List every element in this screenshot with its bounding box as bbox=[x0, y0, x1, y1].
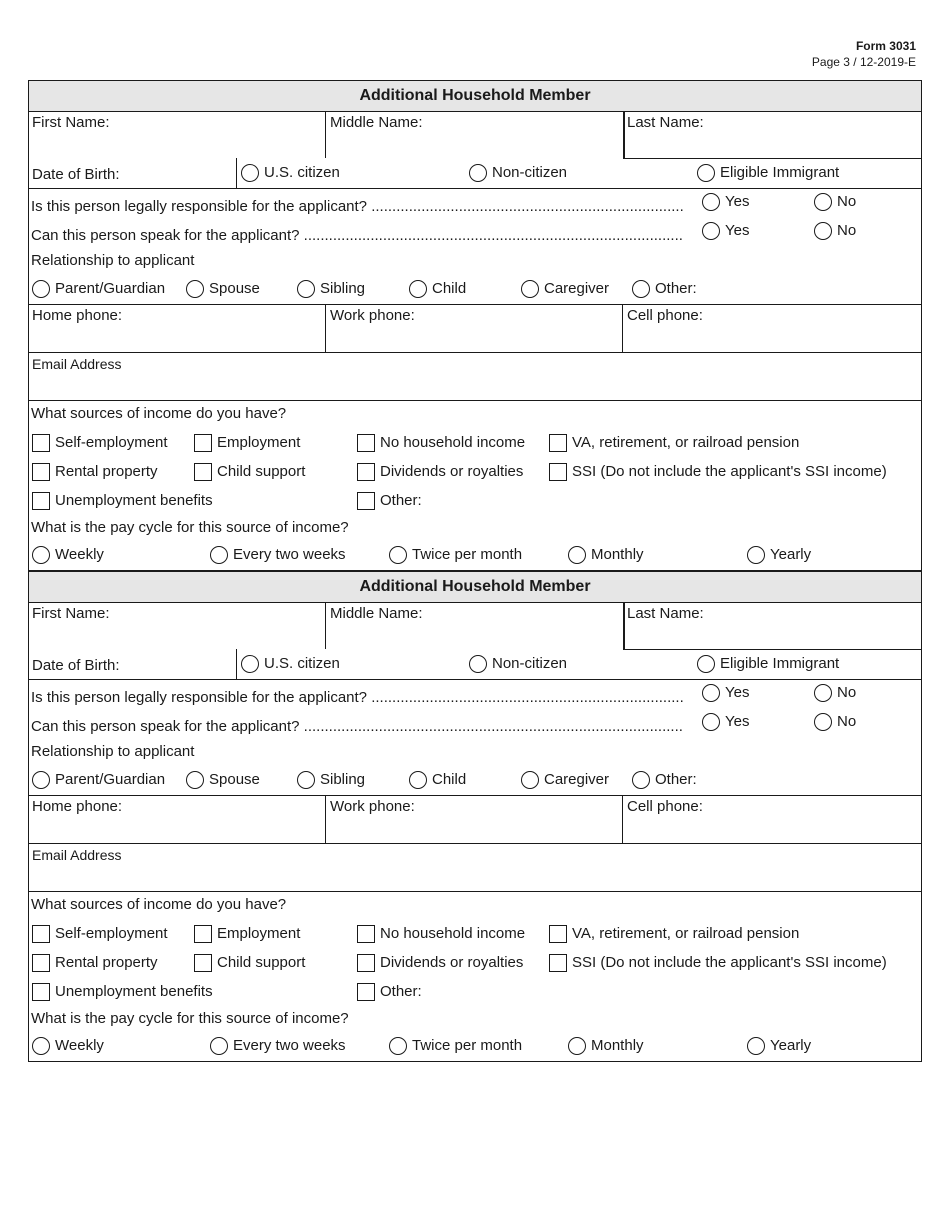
relationship-spouse[interactable] bbox=[186, 280, 260, 298]
first-name-label: First Name: bbox=[32, 605, 110, 622]
caregiver-label: Caregiver bbox=[544, 280, 610, 297]
other-income-label: Other: bbox=[380, 983, 422, 1000]
radio-icon[interactable] bbox=[469, 655, 487, 673]
checkbox-icon[interactable] bbox=[357, 492, 375, 510]
rule bbox=[921, 80, 922, 571]
unemployment-label: Unemployment benefits bbox=[55, 983, 213, 1000]
every-two-weeks-label: Every two weeks bbox=[233, 1037, 346, 1054]
no-label: No bbox=[837, 684, 857, 701]
relationship-other[interactable] bbox=[632, 280, 697, 298]
checkbox-icon[interactable] bbox=[549, 954, 567, 972]
rule bbox=[28, 891, 922, 892]
pay-cycle-every-two-weeks[interactable] bbox=[210, 1037, 346, 1055]
radio-icon[interactable] bbox=[32, 1037, 50, 1055]
rule bbox=[325, 795, 326, 843]
va-pension-label: VA, retirement, or railroad pension bbox=[572, 434, 800, 451]
yes-label: Yes bbox=[725, 193, 750, 210]
rental-property-label: Rental property bbox=[55, 463, 158, 480]
cell-phone-label: Cell phone: bbox=[627, 307, 703, 324]
household-member-section-1 bbox=[28, 80, 922, 571]
relationship-label: Relationship to applicant bbox=[31, 252, 195, 269]
checkbox-icon[interactable] bbox=[32, 463, 50, 481]
radio-icon[interactable] bbox=[702, 684, 720, 702]
page-info: Page 3 / 12-2019-E bbox=[811, 55, 916, 69]
relationship-label: Relationship to applicant bbox=[31, 743, 195, 760]
checkbox-icon[interactable] bbox=[194, 954, 212, 972]
rule bbox=[623, 158, 921, 159]
pay-cycle-twice-per-month[interactable] bbox=[389, 546, 522, 564]
caregiver-label: Caregiver bbox=[544, 771, 610, 788]
first-name-label: First Name: bbox=[32, 114, 110, 131]
radio-icon[interactable] bbox=[32, 280, 50, 298]
legally-responsible-no[interactable] bbox=[814, 193, 856, 211]
yes-label: Yes bbox=[725, 684, 750, 701]
sibling-label: Sibling bbox=[320, 771, 366, 788]
checkbox-icon[interactable] bbox=[32, 925, 50, 943]
radio-icon[interactable] bbox=[241, 164, 259, 182]
dividends-label: Dividends or royalties bbox=[380, 954, 524, 971]
us-citizen-label: U.S. citizen bbox=[264, 655, 340, 672]
checkbox-icon[interactable] bbox=[357, 983, 375, 1001]
income-ssi[interactable] bbox=[549, 463, 887, 481]
eligible-immigrant-option[interactable] bbox=[697, 655, 839, 673]
us-citizen-option[interactable] bbox=[241, 655, 340, 673]
form-header bbox=[812, 38, 916, 70]
speak-for-question: Can this person speak for the applicant? ..... bbox=[31, 718, 684, 736]
no-household-income-label: No household income bbox=[380, 434, 526, 451]
pay-cycle-every-two-weeks[interactable] bbox=[210, 546, 346, 564]
radio-icon[interactable] bbox=[32, 771, 50, 789]
home-phone-label: Home phone: bbox=[32, 307, 123, 324]
pay-cycle-twice-per-month[interactable] bbox=[389, 1037, 522, 1055]
us-citizen-label: U.S. citizen bbox=[264, 164, 340, 181]
rule bbox=[28, 795, 922, 796]
child-support-label: Child support bbox=[217, 463, 306, 480]
income-question: What sources of income do you have? bbox=[31, 405, 287, 422]
radio-icon[interactable] bbox=[389, 1037, 407, 1055]
other-relationship-label: Other: bbox=[655, 280, 697, 297]
weekly-label: Weekly bbox=[55, 546, 104, 563]
radio-icon[interactable] bbox=[747, 1037, 765, 1055]
no-household-income-label: No household income bbox=[380, 925, 526, 942]
radio-icon[interactable] bbox=[697, 164, 715, 182]
radio-icon[interactable] bbox=[568, 1037, 586, 1055]
relationship-sibling[interactable] bbox=[297, 280, 365, 298]
rule bbox=[325, 304, 326, 352]
rule bbox=[236, 158, 237, 188]
income-other[interactable] bbox=[357, 492, 422, 510]
middle-name-label: Middle Name: bbox=[330, 605, 423, 622]
legally-responsible-yes[interactable] bbox=[702, 193, 749, 211]
ssi-label: SSI (Do not include the applicant's SSI income) bbox=[572, 954, 887, 971]
twice-per-month-label: Twice per month bbox=[412, 546, 523, 563]
section-title: Additional Household Member bbox=[28, 80, 922, 111]
rule bbox=[28, 602, 922, 603]
non-citizen-option[interactable] bbox=[469, 655, 567, 673]
legally-responsible-question: Is this person legally responsible for the applicant? ..... bbox=[31, 198, 684, 216]
income-none[interactable] bbox=[357, 434, 525, 452]
checkbox-icon[interactable] bbox=[549, 463, 567, 481]
ssi-label: SSI (Do not include the applicant's SSI income) bbox=[572, 463, 887, 480]
legally-responsible-yes[interactable] bbox=[702, 684, 749, 702]
relationship-spouse[interactable] bbox=[186, 771, 260, 789]
section-title: Additional Household Member bbox=[28, 571, 922, 602]
employment-label: Employment bbox=[217, 434, 301, 451]
yearly-label: Yearly bbox=[770, 1037, 812, 1054]
radio-icon[interactable] bbox=[697, 655, 715, 673]
radio-icon[interactable] bbox=[814, 222, 832, 240]
radio-icon[interactable] bbox=[186, 280, 204, 298]
dob-label: Date of Birth: bbox=[32, 166, 120, 183]
radio-icon[interactable] bbox=[632, 771, 650, 789]
checkbox-icon[interactable] bbox=[549, 925, 567, 943]
income-self-employment[interactable] bbox=[32, 925, 168, 943]
rule bbox=[28, 304, 922, 305]
yes-label: Yes bbox=[725, 713, 750, 730]
radio-icon[interactable] bbox=[747, 546, 765, 564]
monthly-label: Monthly bbox=[591, 546, 644, 563]
rule bbox=[28, 571, 29, 1062]
radio-icon[interactable] bbox=[632, 280, 650, 298]
radio-icon[interactable] bbox=[521, 280, 539, 298]
yearly-label: Yearly bbox=[770, 546, 812, 563]
income-va-pension[interactable] bbox=[549, 925, 799, 943]
rule bbox=[28, 80, 922, 81]
relationship-caregiver[interactable] bbox=[521, 280, 609, 298]
pay-cycle-monthly[interactable] bbox=[568, 546, 644, 564]
household-member-section-2 bbox=[28, 571, 922, 1062]
middle-name-label: Middle Name: bbox=[330, 114, 423, 131]
speak-for-question: Can this person speak for the applicant? ..... bbox=[31, 227, 684, 245]
relationship-parent-guardian[interactable] bbox=[32, 280, 165, 298]
speak-for-no[interactable] bbox=[814, 222, 856, 240]
last-name-label: Last Name: bbox=[627, 114, 704, 131]
relationship-sibling[interactable] bbox=[297, 771, 365, 789]
cell-phone-label: Cell phone: bbox=[627, 798, 703, 815]
legally-responsible-question: Is this person legally responsible for the applicant? ..... bbox=[31, 689, 684, 707]
no-label: No bbox=[837, 193, 857, 210]
checkbox-icon[interactable] bbox=[32, 434, 50, 452]
child-label: Child bbox=[432, 771, 467, 788]
every-two-weeks-label: Every two weeks bbox=[233, 546, 346, 563]
no-label: No bbox=[837, 222, 857, 239]
income-unemployment[interactable] bbox=[32, 983, 213, 1001]
radio-icon[interactable] bbox=[409, 771, 427, 789]
relationship-child[interactable] bbox=[409, 771, 466, 789]
eligible-immigrant-label: Eligible Immigrant bbox=[720, 164, 840, 181]
spouse-label: Spouse bbox=[209, 771, 260, 788]
checkbox-icon[interactable] bbox=[194, 463, 212, 481]
radio-icon[interactable] bbox=[210, 1037, 228, 1055]
checkbox-icon[interactable] bbox=[357, 954, 375, 972]
non-citizen-option[interactable] bbox=[469, 164, 567, 182]
other-income-label: Other: bbox=[380, 492, 422, 509]
rule bbox=[28, 679, 922, 680]
pay-cycle-weekly[interactable] bbox=[32, 1037, 104, 1055]
income-self-employment[interactable] bbox=[32, 434, 168, 452]
radio-icon[interactable] bbox=[241, 655, 259, 673]
radio-icon[interactable] bbox=[814, 713, 832, 731]
income-question: What sources of income do you have? bbox=[31, 896, 287, 913]
pay-cycle-question: What is the pay cycle for this source of income? bbox=[31, 1010, 349, 1027]
non-citizen-label: Non-citizen bbox=[492, 655, 568, 672]
child-support-label: Child support bbox=[217, 954, 306, 971]
email-label: Email Address bbox=[32, 847, 122, 863]
weekly-label: Weekly bbox=[55, 1037, 104, 1054]
income-employment[interactable] bbox=[194, 434, 300, 452]
checkbox-icon[interactable] bbox=[32, 954, 50, 972]
checkbox-icon[interactable] bbox=[549, 434, 567, 452]
eligible-immigrant-option[interactable] bbox=[697, 164, 839, 182]
checkbox-icon[interactable] bbox=[32, 492, 50, 510]
pay-cycle-yearly[interactable] bbox=[747, 1037, 811, 1055]
email-label: Email Address bbox=[32, 356, 122, 372]
pay-cycle-question: What is the pay cycle for this source of income? bbox=[31, 519, 349, 536]
parent-guardian-label: Parent/Guardian bbox=[55, 280, 166, 297]
checkbox-icon[interactable] bbox=[357, 434, 375, 452]
radio-icon[interactable] bbox=[814, 684, 832, 702]
eligible-immigrant-label: Eligible Immigrant bbox=[720, 655, 840, 672]
speak-for-no[interactable] bbox=[814, 713, 856, 731]
rule bbox=[325, 111, 326, 158]
radio-icon[interactable] bbox=[186, 771, 204, 789]
radio-icon[interactable] bbox=[389, 546, 407, 564]
rule bbox=[921, 571, 922, 1062]
radio-icon[interactable] bbox=[702, 222, 720, 240]
rule bbox=[623, 111, 625, 158]
sibling-label: Sibling bbox=[320, 280, 366, 297]
radio-icon[interactable] bbox=[521, 771, 539, 789]
non-citizen-label: Non-citizen bbox=[492, 164, 568, 181]
rule bbox=[623, 649, 921, 650]
income-unemployment[interactable] bbox=[32, 492, 213, 510]
rule bbox=[28, 80, 29, 571]
relationship-caregiver[interactable] bbox=[521, 771, 609, 789]
checkbox-icon[interactable] bbox=[194, 925, 212, 943]
employment-label: Employment bbox=[217, 925, 301, 942]
self-employment-label: Self-employment bbox=[55, 925, 168, 942]
income-child-support[interactable] bbox=[194, 463, 305, 481]
rule bbox=[28, 571, 922, 572]
rule bbox=[28, 352, 922, 353]
checkbox-icon[interactable] bbox=[357, 463, 375, 481]
yes-label: Yes bbox=[725, 222, 750, 239]
radio-icon[interactable] bbox=[814, 193, 832, 211]
income-rental-property[interactable] bbox=[32, 954, 158, 972]
parent-guardian-label: Parent/Guardian bbox=[55, 771, 166, 788]
pay-cycle-monthly[interactable] bbox=[568, 1037, 644, 1055]
rule bbox=[325, 602, 326, 649]
radio-icon[interactable] bbox=[210, 546, 228, 564]
work-phone-label: Work phone: bbox=[330, 307, 415, 324]
form-number: Form 3031 bbox=[855, 39, 916, 53]
rule bbox=[623, 602, 625, 649]
no-label: No bbox=[837, 713, 857, 730]
child-label: Child bbox=[432, 280, 467, 297]
income-va-pension[interactable] bbox=[549, 434, 799, 452]
radio-icon[interactable] bbox=[568, 546, 586, 564]
rule bbox=[622, 304, 623, 352]
us-citizen-option[interactable] bbox=[241, 164, 340, 182]
legally-responsible-no[interactable] bbox=[814, 684, 856, 702]
income-other[interactable] bbox=[357, 983, 422, 1001]
income-dividends[interactable] bbox=[357, 954, 523, 972]
radio-icon[interactable] bbox=[297, 280, 315, 298]
work-phone-label: Work phone: bbox=[330, 798, 415, 815]
radio-icon[interactable] bbox=[297, 771, 315, 789]
radio-icon[interactable] bbox=[32, 546, 50, 564]
radio-icon[interactable] bbox=[702, 193, 720, 211]
twice-per-month-label: Twice per month bbox=[412, 1037, 523, 1054]
checkbox-icon[interactable] bbox=[32, 983, 50, 1001]
pay-cycle-weekly[interactable] bbox=[32, 546, 104, 564]
rule bbox=[622, 795, 623, 843]
speak-for-yes[interactable] bbox=[702, 713, 749, 731]
relationship-parent-guardian[interactable] bbox=[32, 771, 165, 789]
monthly-label: Monthly bbox=[591, 1037, 644, 1054]
rule bbox=[28, 400, 922, 401]
dob-label: Date of Birth: bbox=[32, 657, 120, 674]
radio-icon[interactable] bbox=[409, 280, 427, 298]
spouse-label: Spouse bbox=[209, 280, 260, 297]
pay-cycle-yearly[interactable] bbox=[747, 546, 811, 564]
income-none[interactable] bbox=[357, 925, 525, 943]
rule bbox=[28, 1061, 922, 1062]
income-rental-property[interactable] bbox=[32, 463, 158, 481]
rule bbox=[28, 111, 922, 112]
checkbox-icon[interactable] bbox=[357, 925, 375, 943]
relationship-child[interactable] bbox=[409, 280, 466, 298]
va-pension-label: VA, retirement, or railroad pension bbox=[572, 925, 800, 942]
income-child-support[interactable] bbox=[194, 954, 305, 972]
income-employment[interactable] bbox=[194, 925, 300, 943]
rental-property-label: Rental property bbox=[55, 954, 158, 971]
self-employment-label: Self-employment bbox=[55, 434, 168, 451]
income-dividends[interactable] bbox=[357, 463, 523, 481]
rule bbox=[28, 188, 922, 189]
last-name-label: Last Name: bbox=[627, 605, 704, 622]
rule bbox=[28, 843, 922, 844]
rule bbox=[236, 649, 237, 679]
radio-icon[interactable] bbox=[469, 164, 487, 182]
home-phone-label: Home phone: bbox=[32, 798, 123, 815]
dividends-label: Dividends or royalties bbox=[380, 463, 524, 480]
other-relationship-label: Other: bbox=[655, 771, 697, 788]
relationship-other[interactable] bbox=[632, 771, 697, 789]
income-ssi[interactable] bbox=[549, 954, 887, 972]
unemployment-label: Unemployment benefits bbox=[55, 492, 213, 509]
checkbox-icon[interactable] bbox=[194, 434, 212, 452]
speak-for-yes[interactable] bbox=[702, 222, 749, 240]
radio-icon[interactable] bbox=[702, 713, 720, 731]
